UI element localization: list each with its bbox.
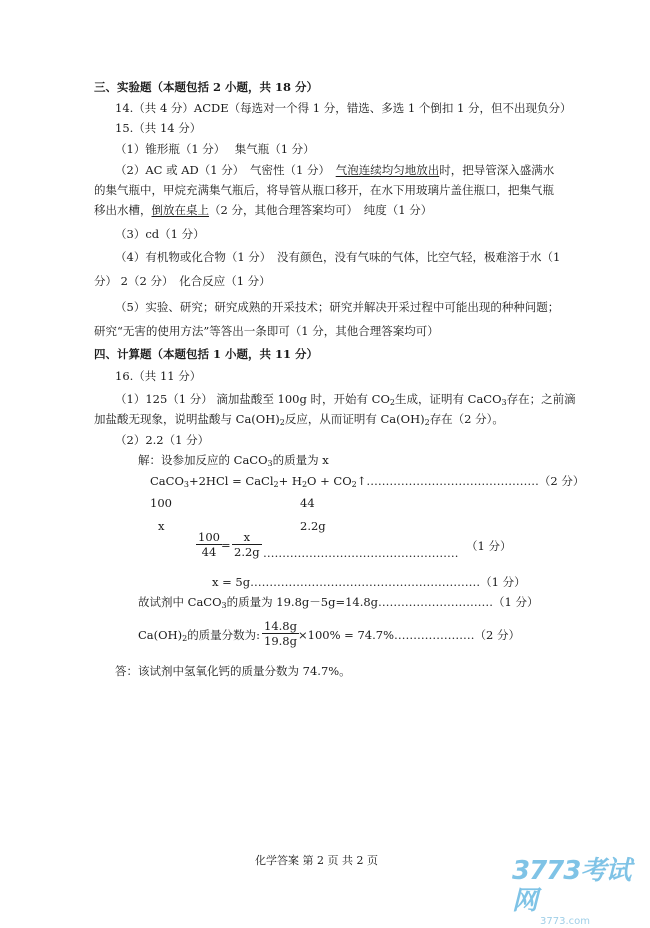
ratio-100: 100 (150, 496, 172, 510)
subscript: 2 (351, 480, 357, 489)
final-answer: 答：该试剂中氢氧化钙的质量分数为 74.7%。 (115, 664, 351, 678)
q15-part2-underlined-inverted: 倒放在桌上 (151, 203, 209, 217)
q15-part4-line2: 分） 2（2 分） 化合反应（1 分） (94, 274, 271, 288)
percent-label-text-b: 的质量分数为: (187, 628, 261, 642)
proportion-fraction-left (196, 530, 222, 559)
percent-label-text-a: Ca(OH) (138, 628, 183, 642)
caco3-mass-text-a: 故试剂中 CaCO (138, 595, 222, 609)
fraction-numerator: x (243, 530, 251, 544)
subscript: 2 (279, 418, 285, 427)
chemical-equation (150, 473, 584, 489)
q16-heading: 16.（共 11 分） (115, 369, 202, 383)
q14-answer: 14.（共 4 分）ACDE（每选对一个得 1 分，错选、多选 1 个倒扣 1 分，但不出现负分） (115, 101, 572, 115)
proportion-score: （1 分） (466, 539, 512, 553)
q15-part2-line2: 的集气瓶中，甲烷充满集气瓶后，将导管从瓶口移开，在水下用玻璃片盖住瓶口，把集气瓶 (94, 183, 554, 197)
ratio-x: x (158, 519, 165, 533)
q16-part2: （2）2.2（1 分） (115, 433, 210, 447)
subscript: 3 (267, 459, 273, 468)
subscript: 3 (501, 398, 507, 407)
section-4-title: 四、计算题（本题包括 1 小题，共 11 分） (94, 347, 319, 361)
eq-part: CaCO (150, 474, 184, 488)
q15-part2-line1 (115, 162, 554, 178)
q16-part1-text-e: 反应，从而证明有 Ca(OH) (284, 412, 425, 426)
eq-part: O + CO (307, 474, 352, 488)
subscript: 2 (424, 418, 430, 427)
q15-part3: （3）cd（1 分） (115, 227, 205, 241)
fraction-denominator: 19.8g (264, 634, 297, 648)
percent-label (138, 627, 260, 643)
subscript: 2 (301, 480, 308, 489)
page-footer: 化学答案 第 2 页 共 2 页 (255, 854, 378, 867)
fraction-numerator: 100 (198, 530, 220, 544)
subscript: 2 (389, 398, 395, 407)
q16-part1-text-f: 存在（2 分）。 (429, 412, 504, 426)
q16-part1-text-a: （1）125（1 分） 滴加盐酸至 100g 时，开始有 CO (115, 392, 390, 406)
fraction-numerator: 14.8g (264, 619, 297, 633)
q16-part1-line1 (115, 391, 576, 407)
x-result: x = 5g……………………………………………………（1 分） (212, 575, 526, 589)
proportion-equals: = (221, 538, 231, 552)
q16-part1-text-c: 存在；之前滴 (506, 392, 576, 406)
eq-part: ↑………………………………………（2 分） (356, 474, 585, 488)
q15-part2-text-b: 时，把导管深入盛满水 (439, 163, 555, 177)
q15-heading: 15.（共 14 分） (115, 121, 202, 135)
q16-part1-text-d: 加盐酸无现象，说明盐酸与 Ca(OH) (94, 412, 280, 426)
ratio-44: 44 (300, 496, 315, 510)
q15-part4-line1: （4）有机物或化合物（1 分） 没有颜色，没有气味的气体，比空气轻，极难溶于水（1 (115, 250, 561, 264)
caco3-mass-text-b: 的质量为 19.8g－5g=14.8g…………………………（1 分） (226, 595, 539, 609)
solution-setup-text-b: 的质量为 x (272, 453, 329, 467)
proportion-dots: …………………………………………… (263, 546, 459, 560)
caco3-mass (138, 594, 539, 610)
fraction-denominator: 2.2g (234, 545, 260, 559)
fraction-denominator: 44 (201, 545, 217, 559)
watermark-url: 3773.com (540, 916, 590, 927)
subscript: 2 (182, 634, 188, 643)
q15-part2-underlined-bubbles: 气泡连续均匀地放出 (335, 163, 440, 177)
q15-part1: （1）锥形瓶（1 分） 集气瓶（1 分） (115, 142, 315, 156)
q15-part2-text-c: 移出水槽， (94, 203, 152, 217)
eq-part: + H (278, 474, 302, 488)
site-watermark (512, 856, 642, 928)
eq-part: +2HCl = CaCl (188, 474, 274, 488)
watermark-logo-text: 3773考试网 (512, 856, 631, 916)
subscript: 3 (183, 480, 189, 489)
q16-part1-text-b: 生成，证明有 CaCO (395, 392, 502, 406)
q16-part1-line2 (94, 411, 504, 427)
percent-fraction (262, 619, 299, 648)
solution-setup (138, 452, 329, 468)
ratio-2-2g: 2.2g (300, 519, 326, 533)
q15-part2-text-a: （2）AC 或 AD（1 分） 气密性（1 分） (115, 163, 336, 177)
q15-part2-text-d: （2 分，其他合理答案均可） 纯度（1 分） (209, 203, 433, 217)
q15-part2-line3 (94, 202, 432, 218)
percent-result: ×100% = 74.7%…………………（2 分） (298, 628, 520, 642)
q15-part5-line1: （5）实验、研究；研究成熟的开采技术；研究并解决开采过程中可能出现的种种问题； (115, 300, 560, 314)
proportion-fraction-right (232, 530, 262, 559)
section-3-title: 三、实验题（本题包括 2 小题，共 18 分） (94, 80, 319, 94)
subscript: 2 (273, 480, 279, 489)
solution-setup-text-a: 解：设参加反应的 CaCO (138, 453, 268, 467)
subscript: 3 (221, 601, 227, 610)
q15-part5-line2: 研究“无害的使用方法”等答出一条即可（1 分，其他合理答案均可） (94, 324, 439, 338)
